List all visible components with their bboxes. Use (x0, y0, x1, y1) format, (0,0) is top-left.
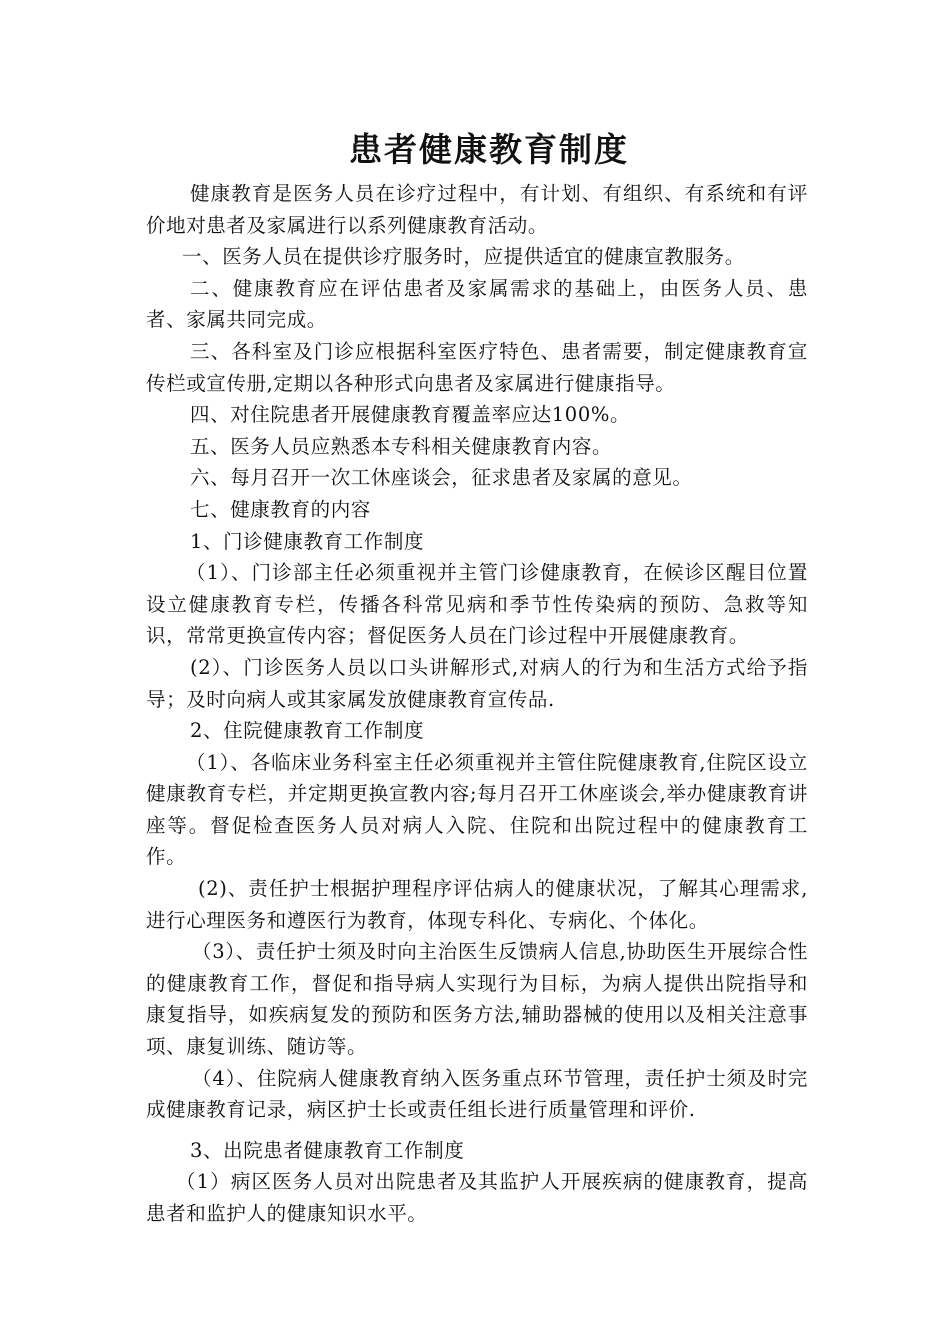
clause-1: 一、医务人员在提供诊疗服务时，应提供适宜的健康宣教服务。 (182, 245, 745, 269)
document-page (146, 128, 808, 1230)
clause-6: 六、每月召开一次工休座谈会，征求患者及家属的意见。 (190, 466, 693, 490)
paragraph-spacer (146, 1126, 808, 1135)
section-2-item-1: （1）、各临床业务科室主任必须重视并主管住院健康教育,住院区设立健康教育专栏，并定期更换宣教内容;每月召开工休座谈会,举办健康教育讲座等。督促检查医务人员对病人入院、住院和出院过程中的健康教育工作。 (146, 750, 808, 869)
section-1-item-2: (2）、门诊医务人员以口头讲解形式,对病人的行为和生活方式给予指导；及时向病人或其家属发放健康教育宣传品. (146, 655, 808, 711)
section-1-heading: 1、门诊健康教育工作制度 (190, 529, 425, 553)
section-3-heading: 3、出院患者健康教育工作制度 (190, 1138, 465, 1162)
document-title: 患者健康教育制度 (349, 130, 629, 169)
section-2-heading: 2、住院健康教育工作制度 (190, 719, 425, 743)
section-2-item-2: (2)、责任护士根据护理程序评估病人的健康状况，了解其心理需求,进行心理医务和遵医行为教育，体现专科化、专病化、个体化。 (146, 877, 808, 932)
clause-5: 五、医务人员应熟悉本专科相关健康教育内容。 (190, 434, 613, 458)
clause-3: 三、各科室及门诊应根据科室医疗特色、患者需要，制定健康教育宣传栏或宣传册,定期以各种形式向患者及家属进行健康指导。 (146, 339, 808, 395)
intro-paragraph: 健康教育是医务人员在诊疗过程中，有计划、有组织、有系统和有评价地对患者及家属进行以系列健康教育活动。 (146, 182, 808, 237)
section-2-item-3: （3）、责任护士须及时向主治医生反馈病人信息,协助医生开展综合性的健康教育工作，督促和指导病人实现行为目标，为病人提供出院指导和康复指导，如疾病复发的预防和医务方法,辅助器械的使用以及相关注意事项、康复训练、随访等。 (146, 940, 808, 1059)
clause-7-heading: 七、健康教育的内容 (190, 497, 371, 521)
clause-2: 二、健康教育应在评估患者及家属需求的基础上，由医务人员、患者、家属共同完成。 (146, 276, 808, 332)
clause-4: 四、对住院患者开展健康教育覆盖率应达100%。 (190, 403, 631, 427)
section-2-item-4: （4）、住院病人健康教育纳入医务重点环节管理，责任护士须及时完成健康教育记录，病区护士长或责任组长进行质量管理和评价. (146, 1066, 808, 1122)
section-1-item-1: （1）、门诊部主任必须重视并主管门诊健康教育，在候诊区醒目位置设立健康教育专栏，传播各科常见病和季节性传染病的预防、急救等知识，常常更换宣传内容；督促医务人员在门诊过程中开展健康教育。 (146, 561, 808, 648)
section-3-item-1: （1）病区医务人员对出院患者及其监护人开展疾病的健康教育，提高患者和监护人的健康知识水平。 (146, 1170, 808, 1225)
